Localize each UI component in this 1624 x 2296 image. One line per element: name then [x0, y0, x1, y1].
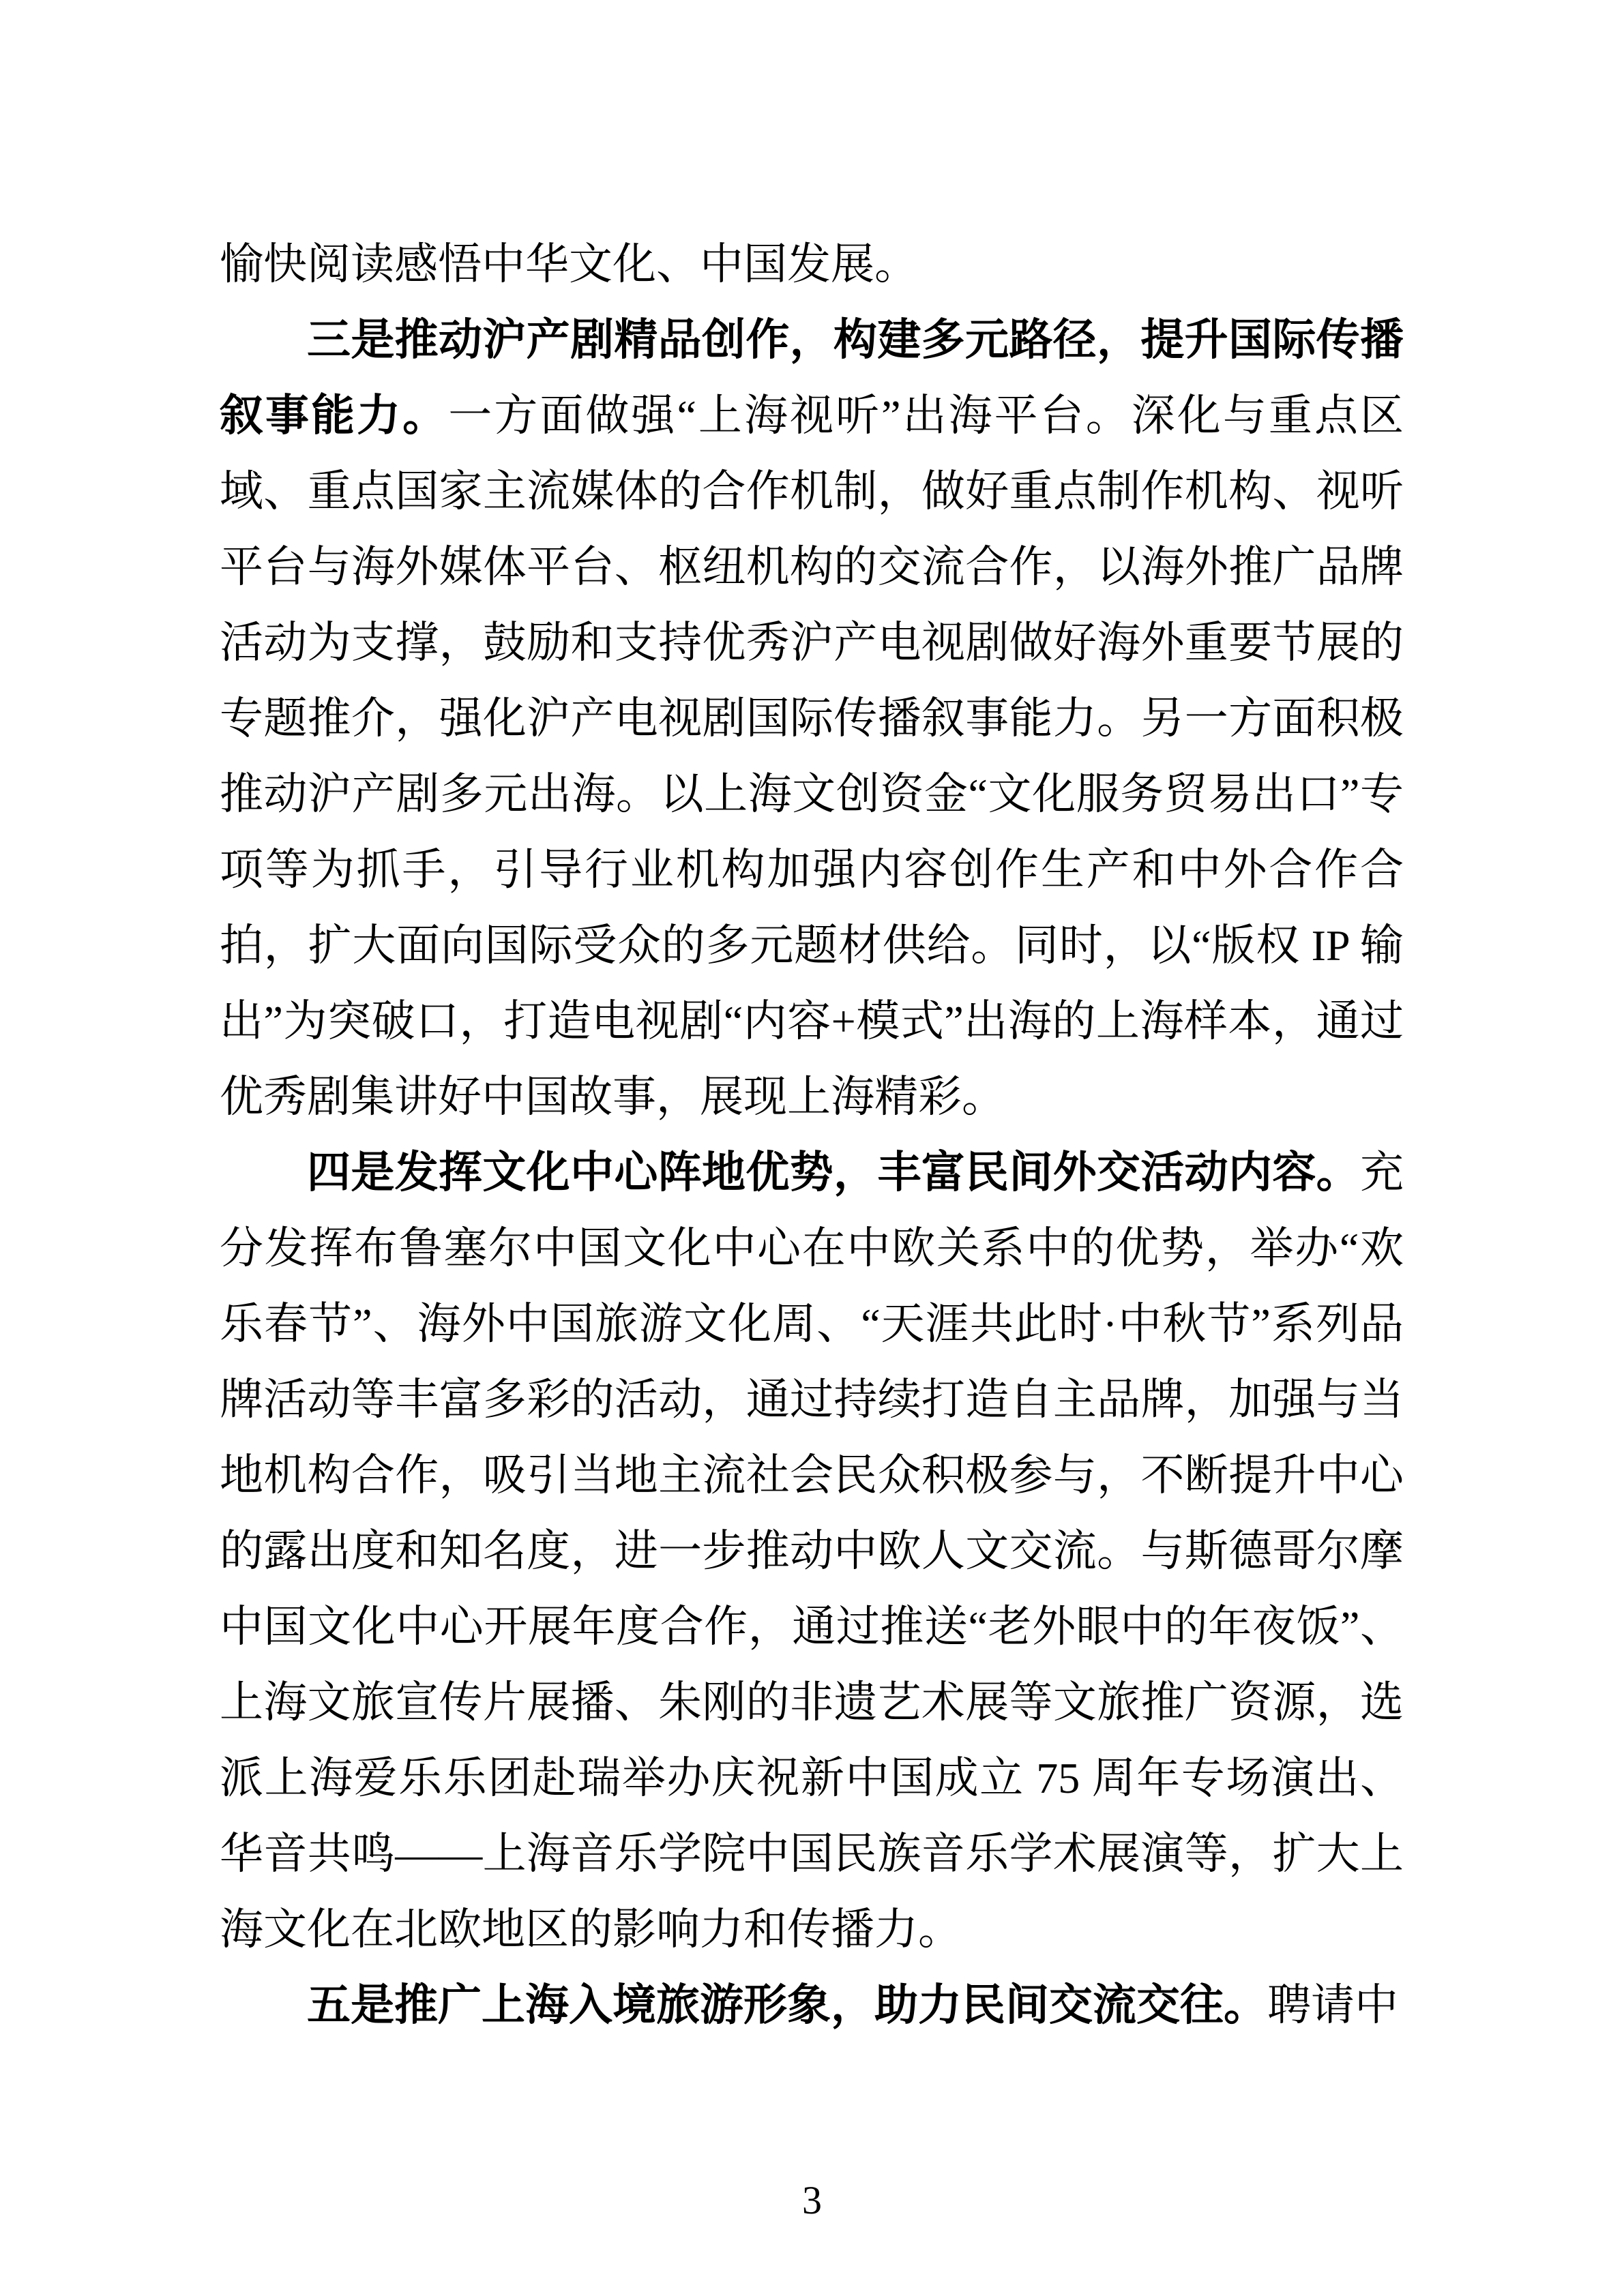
paragraph-lead: 五是推广上海入境旅游形象，助力民间交流交往。 — [307, 1981, 1267, 2029]
paragraph — [220, 226, 1404, 302]
paragraph-text: 充分发挥布鲁塞尔中国文化中心在中欧关系中的优势，举办“欢乐春节”、海外中国旅游文化周、“天涯共此时·中秋节”系列品牌活动等丰富多彩的活动，通过持续打造自主品牌，加强与当地机构合作，吸引当地主流社会民众积极参与，不断提升中心的露出度和知名度，进一步推动中欧人文交流。与斯德哥尔摩中国文化中心开展年度合作，通过推送“老外眼中的年夜饭”、上海文旅宣传片展播、朱刚的非遗艺术展等文旅推广资源，选派上海爱乐乐团赴瑞举办庆祝新中国成立 75 周年专场演出、华音共鸣——上海音乐学院中国民族音乐学术展演等，扩大上海文化在北欧地区的影响力和传播力。 — [220, 1148, 1404, 1954]
paragraph-text: 聘请中 — [1267, 1981, 1398, 2029]
paragraph-lead: 三是推动沪产剧精品创作，构建多元路径，提升国际传播叙事能力。 — [220, 316, 1404, 440]
paragraph — [220, 302, 1404, 1135]
document-body-text — [220, 226, 1404, 2043]
page-number: 3 — [802, 2178, 822, 2222]
paragraph-text: 愉快阅读感悟中华文化、中国发展。 — [220, 240, 918, 288]
paragraph — [220, 1135, 1404, 1967]
paragraph — [220, 1967, 1404, 2043]
paragraph-lead: 四是发挥文化中心阵地优势，丰富民间外交活动内容。 — [307, 1148, 1360, 1197]
paragraph-text: 一方面做强“上海视听”出海平台。深化与重点区域、重点国家主流媒体的合作机制，做好重点制作机构、视听平台与海外媒体平台、枢纽机构的交流合作，以海外推广品牌活动为支撑，鼓励和支持优秀沪产电视剧做好海外重要节展的专题推介，强化沪产电视剧国际传播叙事能力。另一方面积极推动沪产剧多元出海。以上海文创资金“文化服务贸易出口”专项等为抓手，引导行业机构加强内容创作生产和中外合作合拍，扩大面向国际受众的多元题材供给。同时，以“版权 IP 输出”为突破口，打造电视剧“内容+模式”出海的上海样本，通过优秀剧集讲好中国故事，展现上海精彩。 — [220, 391, 1404, 1121]
